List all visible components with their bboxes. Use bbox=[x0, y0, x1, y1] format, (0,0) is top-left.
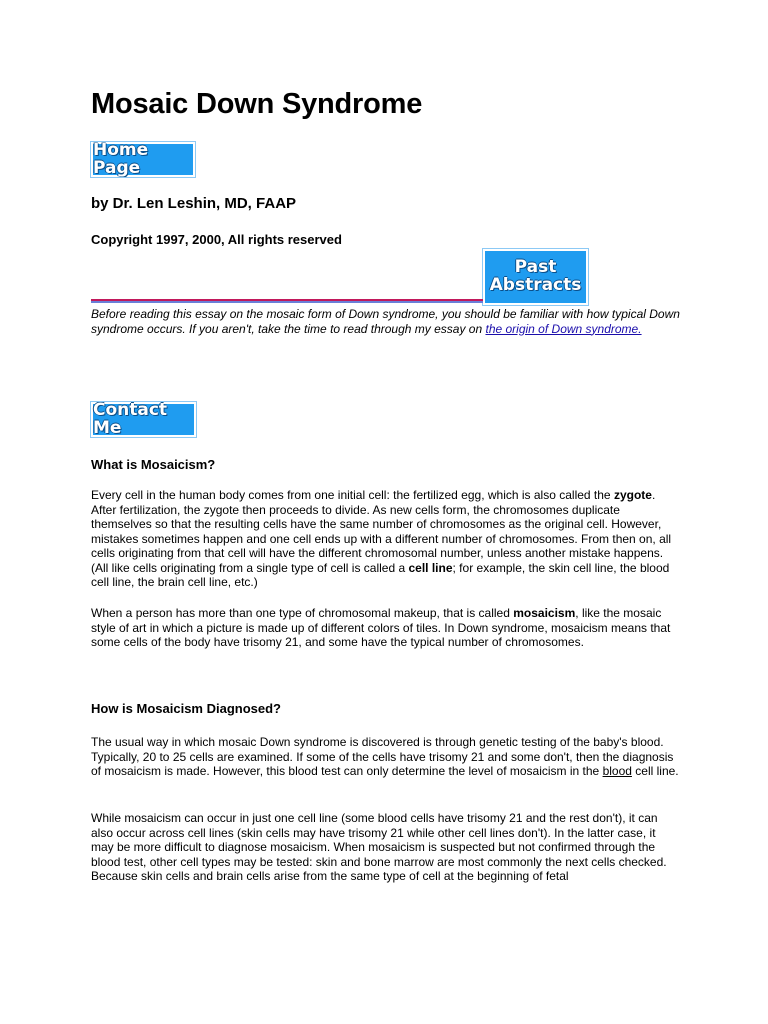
intro-text: Before reading this essay on the mosaic form of Down syndrome, you should be familiar with how typical Down syndrome occurs. If you aren't, take the time to read through my essay on bbox=[91, 307, 680, 336]
p3-text-c: cell line. bbox=[631, 764, 679, 778]
contact-me-button[interactable] bbox=[91, 399, 196, 438]
past-abstracts-button[interactable] bbox=[483, 249, 588, 305]
p2-text-c: , like the mosaic style of art in which a picture is made up of different colors of tiles. In Down syndrome, mosaicism means that some cells of the body have trisomy 21, and some have the typical number of chromosomes. bbox=[91, 606, 671, 649]
past-abstracts-label-line2: Abstracts bbox=[489, 275, 582, 295]
term-blood: blood bbox=[602, 764, 632, 778]
paragraph-mosaicism-definition bbox=[91, 606, 681, 650]
paragraph-usual-way bbox=[91, 735, 681, 779]
paragraph-every-cell bbox=[91, 488, 681, 590]
divider-rule bbox=[91, 299, 483, 303]
intro-paragraph bbox=[91, 307, 681, 336]
origin-of-down-syndrome-link[interactable]: the origin of Down syndrome. bbox=[485, 321, 642, 336]
p2-text-a: When a person has more than one type of chromosomal makeup, that is called bbox=[91, 606, 514, 620]
p1-text-e: ; for example, the skin cell line, the blood cell line, the brain cell line, etc.) bbox=[91, 560, 670, 589]
term-mosaicism: mosaicism bbox=[513, 606, 576, 620]
section-heading-what-is-mosaicism: What is Mosaicism? bbox=[91, 457, 216, 472]
paragraph-cell-lines: While mosaicism can occur in just one cell line (some blood cells have trisomy 21 and the rest don't), it can also occur across cell lines (skin cells may have trisomy 21 while other cell lines don't). In the latter case, it may be more difficult to diagnose mosaicism. When mosaicism is suspected but not confirmed through the blood test, other cell types may be tested: skin and bone marrow are most commonly the next cells checked. Because skin cells and brain cells arise from the same type of cell at the beginning of fetal bbox=[91, 811, 667, 883]
p1-text-c: . After fertilization, the zygote then proceeds to divide. As new cells form, the chromosomes duplicate themselves so that the resulting cells have the same number of chromosomes as the original cell. However, mistakes sometimes happen and one cell ends up with a different number of chromosomes. From then on, all cells originating from that cell will have the different chromosomal number, unless another mistake happens. (All like cells originating from a single type of cell is called a bbox=[91, 488, 672, 575]
term-cell-line: cell line bbox=[408, 560, 453, 575]
author-byline: by Dr. Len Leshin, MD, FAAP bbox=[91, 195, 297, 212]
p3-text-a: The usual way in which mosaic Down syndrome is discovered is through genetic testing of the baby's blood. Typically, 20 to 25 cells are examined. If some of the cells have trisomy 21 and some don't, then the diagnosis of mosaicism is made. However, this blood test can only determine the level of mosaicism in the bbox=[91, 735, 674, 778]
contact-me-button-label: Contact Me bbox=[93, 399, 168, 438]
copyright-notice: Copyright 1997, 2000, All rights reserved bbox=[91, 232, 342, 247]
section-heading-how-diagnosed: How is Mosaicism Diagnosed? bbox=[91, 701, 281, 716]
page-title: Mosaic Down Syndrome bbox=[91, 88, 423, 120]
term-zygote: zygote bbox=[613, 488, 652, 502]
home-page-button-label: Home Page bbox=[93, 139, 149, 178]
home-page-button[interactable] bbox=[91, 139, 195, 178]
past-abstracts-label-line1: Past bbox=[514, 257, 557, 278]
p1-text-a: Every cell in the human body comes from one initial cell: the fertilized egg, which is also called the bbox=[91, 488, 614, 502]
